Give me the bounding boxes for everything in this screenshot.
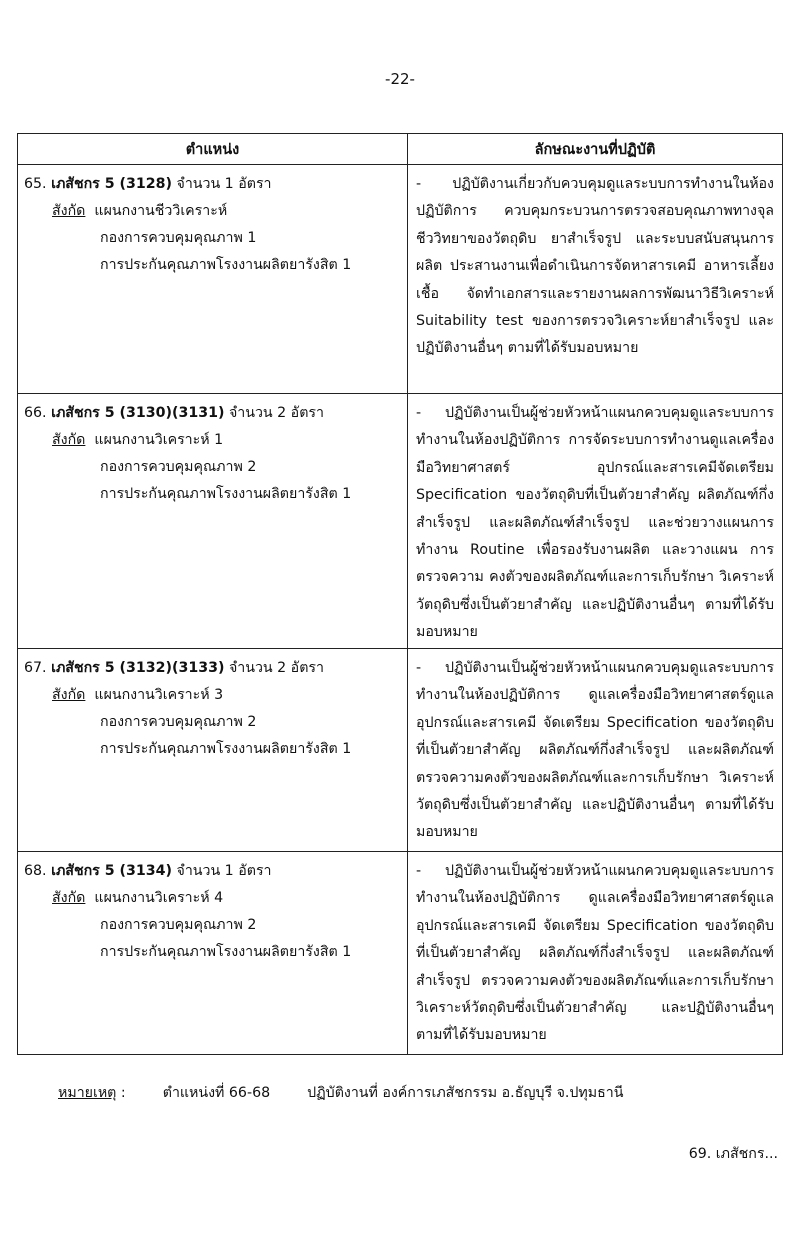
unit-name: แผนกงานวิเคราะห์ 4 bbox=[94, 890, 224, 906]
affiliation-line bbox=[24, 427, 401, 454]
affiliation-label: สังกัด bbox=[52, 203, 86, 219]
position-title: เภสัชกร 5 (3134) bbox=[51, 863, 172, 879]
affiliation-line bbox=[24, 198, 401, 225]
duty-description: - ปฏิบัติงานเกี่ยวกับควบคุมดูแลระบบการทำงานในห้องปฏิบัติการ ควบคุมกระบวนการตรวจสอบคุณภาพทางจุลชีววิทยาของวัตถุดิบ ยาสำเร็จรูป และระบบสนับสนุนการผลิต ประสานงานเพื่อดำเนินการจัดหาสารเคมี อาหารเลี้ยงเชื้อ จัดทำเอกสารและรายงานผลการพัฒนาวิธีวิเคราะห์ Suitability test ของการตรวจวิเคราะห์ยาสำเร็จรูป และปฏิบัติงานอื่นๆ ตามที่ได้รับมอบหมาย bbox=[416, 176, 774, 357]
position-number: 67. bbox=[24, 660, 47, 676]
position-title: เภสัชกร 5 (3130)(3131) bbox=[51, 405, 225, 421]
position-cell bbox=[18, 649, 408, 852]
duty-cell bbox=[408, 852, 783, 1055]
department-name: การประกันคุณภาพโรงงานผลิตยารังสิต 1 bbox=[100, 257, 352, 273]
position-quantity: จำนวน 2 อัตรา bbox=[228, 405, 324, 421]
affiliation-label: สังกัด bbox=[52, 432, 86, 448]
continuation-text: 69. เภสัชกร... bbox=[688, 1146, 778, 1162]
duty-cell bbox=[408, 394, 783, 649]
position-line bbox=[24, 655, 401, 682]
duty-description: - ปฏิบัติงานเป็นผู้ช่วยหัวหน้าแผนกควบคุมดูแลระบบการทำงานในห้องปฏิบัติการ ดูแลเครื่องมือวิทยาศาสตร์ดูแลอุปกรณ์และสารเคมี จัดเตรียม Specification ของวัตถุดิบที่เป็นตัวยาสำคัญ ผลิตภัณฑ์กึ่งสำเร็จรูป และผลิตภัณฑ์ ตรวจความคงตัวของผลิตภัณฑ์และการเก็บรักษา วิเคราะห์วัตถุดิบซึ่งเป็นตัวยาสำคัญ และปฏิบัติงานอื่นๆ ตามที่ได้รับมอบหมาย bbox=[416, 660, 774, 841]
position-title: เภสัชกร 5 (3128) bbox=[51, 176, 172, 192]
table-row bbox=[18, 649, 783, 852]
position-title: เภสัชกร 5 (3132)(3133) bbox=[51, 660, 225, 676]
positions-table bbox=[17, 133, 783, 1055]
position-cell bbox=[18, 165, 408, 394]
table-row bbox=[18, 394, 783, 649]
position-quantity: จำนวน 2 อัตรา bbox=[228, 660, 324, 676]
department-name: การประกันคุณภาพโรงงานผลิตยารังสิต 1 bbox=[100, 741, 352, 757]
position-number: 66. bbox=[24, 405, 47, 421]
page-number: -22- bbox=[385, 70, 415, 88]
footnote-separator: : bbox=[120, 1085, 126, 1101]
division-name: กองการควบคุมคุณภาพ 2 bbox=[100, 459, 257, 475]
affiliation-line bbox=[24, 885, 401, 912]
footnote-positions: ตำแหน่งที่ 66-68 bbox=[162, 1085, 271, 1101]
division-name: กองการควบคุมคุณภาพ 1 bbox=[100, 230, 257, 246]
header-position: ตำแหน่ง bbox=[18, 134, 408, 165]
duty-cell bbox=[408, 165, 783, 394]
position-quantity: จำนวน 1 อัตรา bbox=[176, 176, 272, 192]
affiliation-label: สังกัด bbox=[52, 687, 86, 703]
position-cell bbox=[18, 852, 408, 1055]
footnote-label: หมายเหตุ bbox=[58, 1085, 117, 1101]
duty-description: - ปฏิบัติงานเป็นผู้ช่วยหัวหน้าแผนกควบคุมดูแลระบบการทำงานในห้องปฏิบัติการ ดูแลเครื่องมือวิทยาศาสตร์ดูแลอุปกรณ์และสารเคมี จัดเตรียม Specification ของวัตถุดิบที่เป็นตัวยาสำคัญ ผลิตภัณฑ์กึ่งสำเร็จรูป และผลิตภัณฑ์สำเร็จรูป ตรวจความคงตัวของผลิตภัณฑ์และการเก็บรักษา วิเคราะห์วัตถุดิบซึ่งเป็นตัวยาสำคัญ และปฏิบัติงานอื่นๆ ตามที่ได้รับมอบหมาย bbox=[416, 863, 774, 1044]
position-number: 68. bbox=[24, 863, 47, 879]
footnote bbox=[58, 1082, 623, 1104]
position-quantity: จำนวน 1 อัตรา bbox=[176, 863, 272, 879]
table-row bbox=[18, 165, 783, 394]
department-name: การประกันคุณภาพโรงงานผลิตยารังสิต 1 bbox=[100, 486, 352, 502]
affiliation-line bbox=[24, 682, 401, 709]
position-line bbox=[24, 858, 401, 885]
position-cell bbox=[18, 394, 408, 649]
affiliation-label: สังกัด bbox=[52, 890, 86, 906]
unit-name: แผนกงานวิเคราะห์ 3 bbox=[94, 687, 224, 703]
table-header-row bbox=[18, 134, 783, 165]
department-name: การประกันคุณภาพโรงงานผลิตยารังสิต 1 bbox=[100, 944, 352, 960]
table-row bbox=[18, 852, 783, 1055]
position-line bbox=[24, 400, 401, 427]
duty-description: - ปฏิบัติงานเป็นผู้ช่วยหัวหน้าแผนกควบคุมดูแลระบบการทำงานในห้องปฏิบัติการ การจัดระบบการทำงานดูแลเครื่องมือวิทยาศาสตร์ อุปกรณ์และสารเคมีจัดเตรียม Specification ของวัตถุดิบที่เป็นตัวยาสำคัญ ผลิตภัณฑ์กึ่งสำเร็จรูป และผลิตภัณฑ์สำเร็จรูป และช่วยวางแผนการทำงาน Routine เพื่อรองรับงานผลิต และวางแผน การตรวจความ คงตัวของผลิตภัณฑ์และการเก็บรักษา วิเคราะห์วัตถุดิบซึ่งเป็นตัวยาสำคัญ และปฏิบัติงานอื่นๆ ตามที่ได้รับมอบหมาย bbox=[416, 405, 774, 641]
position-number: 65. bbox=[24, 176, 47, 192]
footnote-location: ปฏิบัติงานที่ องค์การเภสัชกรรม อ.ธัญบุรี จ.ปทุมธานี bbox=[307, 1085, 624, 1101]
unit-name: แผนกงานวิเคราะห์ 1 bbox=[94, 432, 224, 448]
header-duty: ลักษณะงานที่ปฏิบัติ bbox=[408, 134, 783, 165]
duty-cell bbox=[408, 649, 783, 852]
position-line bbox=[24, 171, 401, 198]
division-name: กองการควบคุมคุณภาพ 2 bbox=[100, 714, 257, 730]
division-name: กองการควบคุมคุณภาพ 2 bbox=[100, 917, 257, 933]
unit-name: แผนกงานชีววิเคราะห์ bbox=[94, 203, 228, 219]
